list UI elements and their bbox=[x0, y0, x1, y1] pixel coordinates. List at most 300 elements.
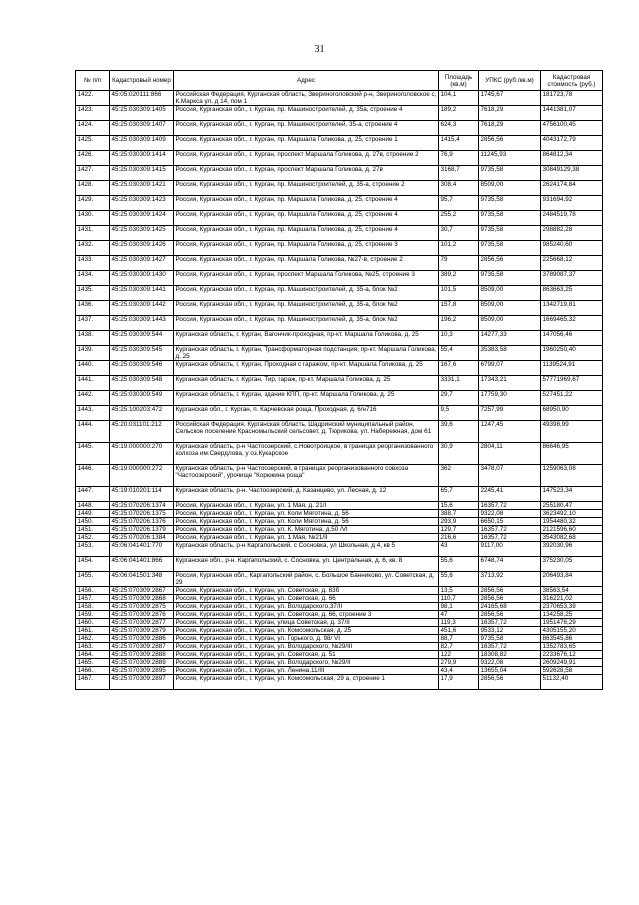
cell-row-number: 1427. bbox=[76, 166, 110, 181]
cell-area: 9,5 bbox=[439, 406, 479, 421]
table-row bbox=[76, 241, 603, 256]
cell-cadastral-number: 45:25:070206:1376 bbox=[110, 518, 174, 526]
cell-row-number: 1460. bbox=[76, 619, 110, 627]
cell-cadastral-number: 45:19:000000:270 bbox=[110, 443, 174, 465]
cell-area: 451,6 bbox=[439, 627, 479, 635]
cell-cadastral-number: 45:19:000000:272 bbox=[110, 465, 174, 487]
cell-cadastral-number: 45:25:030309:546 bbox=[110, 361, 174, 376]
cell-upks: 8509,00 bbox=[479, 301, 541, 316]
cell-address: Россия, Курганская обл., г. Курган, ул. Ленина,11/III bbox=[174, 667, 439, 675]
cell-row-number: 1455. bbox=[76, 572, 110, 587]
cell-address: Россия, Курганская обл., г. Курган, пр. Машиностроителей, д. 35-а, блок №2 bbox=[174, 316, 439, 331]
cell-cadastral-number: 45:25:030309:549 bbox=[110, 391, 174, 406]
cell-cadastral-number: 45:25:030309:1430 bbox=[110, 271, 174, 286]
cell-address: Российская Федерация, Курганская область, Звериноголовский р-н, Звериноголовское с, К.Маркса ул, д 14, пом 1 bbox=[174, 91, 439, 106]
table-row bbox=[76, 121, 603, 136]
cell-cadastral-number: 45:25:030309:1443 bbox=[110, 316, 174, 331]
cell-address: Россия, Курганская обл., г. Курган, ул. Володарского,37/II bbox=[174, 603, 439, 611]
cell-upks: 17343,21 bbox=[479, 376, 541, 391]
cell-area: 30,9 bbox=[439, 443, 479, 465]
cell-row-number: 1430. bbox=[76, 211, 110, 226]
cell-cadastral-number: 45:25:070206:1374 bbox=[110, 502, 174, 510]
table-row bbox=[76, 526, 603, 534]
cell-cadastral-number: 45:06:041501:348 bbox=[110, 572, 174, 587]
cell-cadastral-value: 49398,99 bbox=[541, 421, 603, 443]
cell-row-number: 1467. bbox=[76, 675, 110, 690]
cell-area: 76,9 bbox=[439, 151, 479, 166]
cell-address: Курганская область, г. Курган, Трансформаторная подстанция, пр-кт. Маршала Голикова, д. 25 bbox=[174, 346, 439, 361]
cell-area: 122 bbox=[439, 651, 479, 659]
table-row bbox=[76, 659, 603, 667]
table-row bbox=[76, 376, 603, 391]
cell-cadastral-number: 45:25:070309:2887 bbox=[110, 643, 174, 651]
cell-upks: 9735,58 bbox=[479, 241, 541, 256]
cell-row-number: 1431. bbox=[76, 226, 110, 241]
cell-area: 43 bbox=[439, 542, 479, 557]
cell-row-number: 1444. bbox=[76, 421, 110, 443]
cell-address: Россия, Курганская обл., г. Курган, пр. Маршала Голикова, д. 25, строение 4 bbox=[174, 226, 439, 241]
cell-cadastral-number: 45:06:041401:866 bbox=[110, 557, 174, 572]
cell-row-number: 1450. bbox=[76, 518, 110, 526]
table-row bbox=[76, 421, 603, 443]
cell-cadastral-number: 45:25:030309:1415 bbox=[110, 166, 174, 181]
cell-address: Российская Федерация, Курганская область, Шадринский муниципальный район, Сельское поселение Красномыльский сельсовет, д. Тюрикова, ул. Набережная, дом 61 bbox=[174, 421, 439, 443]
table-row bbox=[76, 510, 603, 518]
table-body bbox=[76, 91, 603, 690]
cell-cadastral-value: 4305155,20 bbox=[541, 627, 603, 635]
cell-cadastral-value: 2484519,78 bbox=[541, 211, 603, 226]
cell-address: Россия, Курганская обл., г. Курган, пр. Машиностроителей, д. 35-а, блок №2 bbox=[174, 286, 439, 301]
table-row bbox=[76, 557, 603, 572]
cell-upks: 6650,15 bbox=[479, 518, 541, 526]
cell-address: Россия, Курганская обл., г. Курган, пр. Машиностроителей, д. 35а, строение 4 bbox=[174, 106, 439, 121]
cell-cadastral-value: 86646,95 bbox=[541, 443, 603, 465]
cell-cadastral-number: 45:25:030309:545 bbox=[110, 346, 174, 361]
cell-area: 196,2 bbox=[439, 316, 479, 331]
cell-row-number: 1426. bbox=[76, 151, 110, 166]
cell-address: Россия, Курганская обл., г. Курган, ул. Коли Мяготина, д. 56 bbox=[174, 518, 439, 526]
cell-cadastral-value: 316221,02 bbox=[541, 595, 603, 603]
cell-area: 13,5 bbox=[439, 587, 479, 595]
cell-cadastral-value: 1954480,32 bbox=[541, 518, 603, 526]
cell-area: 55,6 bbox=[439, 572, 479, 587]
cell-upks: 9735,58 bbox=[479, 196, 541, 211]
table-row bbox=[76, 136, 603, 151]
cell-address: Курганская обл., р-н. Каргапольский, с. Сосновка, ул. Центральная, д. 6, кв. 8 bbox=[174, 557, 439, 572]
header-area: Площадь (кв.м) bbox=[439, 71, 479, 91]
cell-cadastral-number: 45:25:030309:1426 bbox=[110, 241, 174, 256]
cell-address: Курганская область, р-н. Частоозерский, д. Казанцево, ул. Лесная, д. 12 bbox=[174, 487, 439, 502]
cell-upks: 1247,45 bbox=[479, 421, 541, 443]
table-row bbox=[76, 91, 603, 106]
cell-cadastral-value: 1960250,40 bbox=[541, 346, 603, 361]
cell-cadastral-value: 864812,34 bbox=[541, 151, 603, 166]
cell-address: Курганская область, г. Курган, Вагончик-проходная, пр-кт. Маршала Голикова, д. 25 bbox=[174, 331, 439, 346]
cell-upks: 16357,72 bbox=[479, 619, 541, 627]
cell-address: Россия, Курганская обл., Каргапольский район, с. Большое Банниково, ул. Советская, д. 29 bbox=[174, 572, 439, 587]
table-row bbox=[76, 572, 603, 587]
cell-address: Россия, Курганская обл., г. Курган, ул. Советская, д. 66 bbox=[174, 595, 439, 603]
cell-cadastral-value: 1441381,07 bbox=[541, 106, 603, 121]
cell-row-number: 1448. bbox=[76, 502, 110, 510]
cell-upks: 9735,58 bbox=[479, 211, 541, 226]
cell-address: Курганская область, р-н Частоозерский, с.Новотроицкое, в границах реорганизованного колхоза им.Свердлова, у оз.Кукарское bbox=[174, 443, 439, 465]
table-row bbox=[76, 151, 603, 166]
cell-area: 3331,1 bbox=[439, 376, 479, 391]
cell-address: Россия, Курганская обл., г. Курган, проспект Маршала Голикова, №25, строение 3 bbox=[174, 271, 439, 286]
cell-address: Россия, Курганская обл., г. Курган, пр. Маршала Голикова, д. 25, строение 1 bbox=[174, 136, 439, 151]
cell-upks: 16357,72 bbox=[479, 526, 541, 534]
cell-cadastral-value: 30849129,38 bbox=[541, 166, 603, 181]
cell-upks: 6748,74 bbox=[479, 557, 541, 572]
table-row bbox=[76, 166, 603, 181]
cell-address: Россия, Курганская обл., г. Курган, ул. Володарского, №29/II bbox=[174, 659, 439, 667]
cell-cadastral-number: 45:25:030309:1423 bbox=[110, 196, 174, 211]
cell-upks: 2856,56 bbox=[479, 611, 541, 619]
table-row bbox=[76, 211, 603, 226]
cell-upks: 2856,56 bbox=[479, 675, 541, 690]
cell-upks: 9533,12 bbox=[479, 627, 541, 635]
header-cadastral-number: Кадастровый номер bbox=[110, 71, 174, 91]
table-row bbox=[76, 542, 603, 557]
table-row bbox=[76, 331, 603, 346]
cell-area: 95,7 bbox=[439, 196, 479, 211]
cell-area: 17,9 bbox=[439, 675, 479, 690]
cell-cadastral-value: 2609249,91 bbox=[541, 659, 603, 667]
cell-area: 308,4 bbox=[439, 181, 479, 196]
cell-row-number: 1442. bbox=[76, 391, 110, 406]
cell-cadastral-number: 45:25:070206:1384 bbox=[110, 534, 174, 542]
cadastral-register-table bbox=[75, 70, 603, 690]
cell-cadastral-number: 45:25:070206:1379 bbox=[110, 526, 174, 534]
header-cadastral-value: Кадастровая стоимость (руб.) bbox=[541, 71, 603, 91]
cell-row-number: 1461. bbox=[76, 627, 110, 635]
cell-cadastral-value: 147523,34 bbox=[541, 487, 603, 502]
cell-area: 10,3 bbox=[439, 331, 479, 346]
cell-address: Россия, Курганская обл., г. Курган, ул. 1 Мая, д. 21/I bbox=[174, 502, 439, 510]
cell-cadastral-value: 2121596,60 bbox=[541, 526, 603, 534]
cell-upks: 7618,29 bbox=[479, 106, 541, 121]
cell-address: Россия, Курганская обл., г. Курган, проспект Маршала Голикова, д. 27в, строение 2 bbox=[174, 151, 439, 166]
cell-cadastral-number: 45:25:070309:2879 bbox=[110, 627, 174, 635]
cell-upks: 14277,33 bbox=[479, 331, 541, 346]
cell-cadastral-number: 45:25:030309:1414 bbox=[110, 151, 174, 166]
cell-cadastral-value: 2624174,84 bbox=[541, 181, 603, 196]
cell-cadastral-value: 38563,54 bbox=[541, 587, 603, 595]
cell-row-number: 1462. bbox=[76, 635, 110, 643]
cell-address: Россия, Курганская обл., г. Курган, ул. Советская, д. 51 bbox=[174, 651, 439, 659]
table-row bbox=[76, 651, 603, 659]
cell-row-number: 1443. bbox=[76, 406, 110, 421]
table-row bbox=[76, 518, 603, 526]
cell-cadastral-value: 985240,60 bbox=[541, 241, 603, 256]
cell-upks: 9735,58 bbox=[479, 271, 541, 286]
table-row bbox=[76, 271, 603, 286]
cell-row-number: 1458. bbox=[76, 603, 110, 611]
cell-row-number: 1446. bbox=[76, 465, 110, 487]
table-row bbox=[76, 406, 603, 421]
cell-row-number: 1434. bbox=[76, 271, 110, 286]
cell-cadastral-value: 57771969,67 bbox=[541, 376, 603, 391]
cell-cadastral-value: 4756100,45 bbox=[541, 121, 603, 136]
cell-area: 110,7 bbox=[439, 595, 479, 603]
cell-upks: 3478,07 bbox=[479, 465, 541, 487]
cell-upks: 2856,56 bbox=[479, 256, 541, 271]
cell-cadastral-value: 206493,84 bbox=[541, 572, 603, 587]
cell-area: 255,2 bbox=[439, 211, 479, 226]
cell-upks: 13655,04 bbox=[479, 667, 541, 675]
table-row bbox=[76, 256, 603, 271]
cell-cadastral-value: 527451,22 bbox=[541, 391, 603, 406]
cell-upks: 2856,56 bbox=[479, 595, 541, 603]
cell-cadastral-number: 45:25:070309:2888 bbox=[110, 651, 174, 659]
cell-row-number: 1422. bbox=[76, 91, 110, 106]
table-row bbox=[76, 316, 603, 331]
cell-upks: 2856,56 bbox=[479, 136, 541, 151]
table-row bbox=[76, 465, 603, 487]
cell-upks: 17759,30 bbox=[479, 391, 541, 406]
cell-row-number: 1441. bbox=[76, 376, 110, 391]
cell-upks: 9117,00 bbox=[479, 542, 541, 557]
cell-cadastral-number: 45:25:030309:1405 bbox=[110, 106, 174, 121]
cell-cadastral-value: 3789087,37 bbox=[541, 271, 603, 286]
cell-row-number: 1425. bbox=[76, 136, 110, 151]
table-row bbox=[76, 627, 603, 635]
cell-row-number: 1452. bbox=[76, 534, 110, 542]
cell-cadastral-value: 298882,28 bbox=[541, 226, 603, 241]
cell-cadastral-value: 4043172,79 bbox=[541, 136, 603, 151]
cell-cadastral-value: 931694,92 bbox=[541, 196, 603, 211]
table-row bbox=[76, 391, 603, 406]
cell-cadastral-number: 45:25:030309:1442 bbox=[110, 301, 174, 316]
cell-upks: 16357,72 bbox=[479, 502, 541, 510]
cell-area: 167,6 bbox=[439, 361, 479, 376]
table-row bbox=[76, 502, 603, 510]
cell-upks: 1745,67 bbox=[479, 91, 541, 106]
table-row bbox=[76, 196, 603, 211]
cell-area: 1415,4 bbox=[439, 136, 479, 151]
cell-area: 119,3 bbox=[439, 619, 479, 627]
cell-area: 104,1 bbox=[439, 91, 479, 106]
cell-cadastral-number: 45:25:070206:1375 bbox=[110, 510, 174, 518]
cell-cadastral-number: 45:25:070309:2876 bbox=[110, 611, 174, 619]
table-row bbox=[76, 487, 603, 502]
cell-address: Курганская область, г. Курган, Проходная с гаражом, пр-кт. Маршала Голикова, д. 25 bbox=[174, 361, 439, 376]
table-row bbox=[76, 675, 603, 690]
cell-cadastral-number: 45:25:030309:1421 bbox=[110, 181, 174, 196]
table-row bbox=[76, 226, 603, 241]
cell-area: 101,5 bbox=[439, 286, 479, 301]
cell-row-number: 1439. bbox=[76, 346, 110, 361]
cell-row-number: 1437. bbox=[76, 316, 110, 331]
cell-cadastral-number: 45:25:070309:2875 bbox=[110, 603, 174, 611]
cell-area: 101,2 bbox=[439, 241, 479, 256]
cell-cadastral-value: 863663,25 bbox=[541, 286, 603, 301]
table-row bbox=[76, 635, 603, 643]
cell-area: 189,2 bbox=[439, 106, 479, 121]
cell-address: Россия, Курганская обл., г. Курган, пр. Машиностроителей, д. 35-а, строение 2 bbox=[174, 181, 439, 196]
table-row bbox=[76, 106, 603, 121]
table-row bbox=[76, 181, 603, 196]
cell-address: Россия, Курганская обл., г. Курган, ул. 1 Мая, №21/II bbox=[174, 534, 439, 542]
cell-row-number: 1463. bbox=[76, 643, 110, 651]
cell-upks: 2245,41 bbox=[479, 487, 541, 502]
cell-address: Курганская обл., г. Курган, п. Карчевская роща, Проходная, д. 6/н716 bbox=[174, 406, 439, 421]
cell-cadastral-number: 45:25:030309:548 bbox=[110, 376, 174, 391]
cell-upks: 24165,68 bbox=[479, 603, 541, 611]
cell-cadastral-number: 45:06:041401:770 bbox=[110, 542, 174, 557]
cell-cadastral-number: 45:25:030309:1409 bbox=[110, 136, 174, 151]
cell-upks: 2856,56 bbox=[479, 587, 541, 595]
cell-address: Россия, Курганская обл., г. Курган, пр. Машиностроителей, д. 35-а, блок №2 bbox=[174, 301, 439, 316]
table-row bbox=[76, 595, 603, 603]
cell-area: 15,6 bbox=[439, 502, 479, 510]
cell-row-number: 1428. bbox=[76, 181, 110, 196]
cell-area: 388,7 bbox=[439, 510, 479, 518]
cell-area: 98,1 bbox=[439, 603, 479, 611]
cell-address: Россия, Курганская обл., г. Курган, ул. Советская, д. 83б bbox=[174, 587, 439, 595]
table-row bbox=[76, 603, 603, 611]
cell-address: Россия, Курганская обл., г. Курган, пр. Маршала Голикова, д. 25, строение 3 bbox=[174, 241, 439, 256]
table-row bbox=[76, 619, 603, 627]
cell-cadastral-number: 45:25:030309:1441 bbox=[110, 286, 174, 301]
cell-area: 39,6 bbox=[439, 421, 479, 443]
cell-area: 55,4 bbox=[439, 346, 479, 361]
cell-address: Россия, Курганская обл., г. Курган, ул. Володарского, №29/III bbox=[174, 643, 439, 651]
cell-cadastral-value: 2233676,12 bbox=[541, 651, 603, 659]
cell-cadastral-value: 3623492,10 bbox=[541, 510, 603, 518]
table-row bbox=[76, 443, 603, 465]
cell-row-number: 1451. bbox=[76, 526, 110, 534]
cell-upks: 8509,00 bbox=[479, 181, 541, 196]
cell-cadastral-number: 45:25:030309:1425 bbox=[110, 226, 174, 241]
cell-cadastral-value: 375230,05 bbox=[541, 557, 603, 572]
cell-address: Курганская область, р-н Частоозерский, в границах реорганизованного совхоза "Частоозерский", урочище "Корюкина роща" bbox=[174, 465, 439, 487]
cell-address: Россия, Курганская обл., г. Курган, ул. Советская, д. 66, строение 3 bbox=[174, 611, 439, 619]
cell-cadastral-number: 45:25:030309:1427 bbox=[110, 256, 174, 271]
cell-address: Курганская область, г. Курган, здание КПП, пр-кт. Маршала Голикова, д. 25 bbox=[174, 391, 439, 406]
cell-address: Россия, Курганская обл., г. Курган, улица Советская, д. 37/II bbox=[174, 619, 439, 627]
cell-upks: 9322,08 bbox=[479, 510, 541, 518]
cell-area: 129,7 bbox=[439, 526, 479, 534]
cell-cadastral-value: 255180,47 bbox=[541, 502, 603, 510]
cell-area: 157,8 bbox=[439, 301, 479, 316]
cell-upks: 9735,58 bbox=[479, 166, 541, 181]
cell-upks: 16357,72 bbox=[479, 534, 541, 542]
cell-cadastral-number: 45:25:030309:1407 bbox=[110, 121, 174, 136]
cell-area: 55,6 bbox=[439, 557, 479, 572]
cell-cadastral-number: 45:25:070309:2895 bbox=[110, 667, 174, 675]
cell-cadastral-value: 1259063,08 bbox=[541, 465, 603, 487]
cell-row-number: 1423. bbox=[76, 106, 110, 121]
cell-row-number: 1433. bbox=[76, 256, 110, 271]
cell-upks: 7257,99 bbox=[479, 406, 541, 421]
cell-area: 82,7 bbox=[439, 643, 479, 651]
table-row bbox=[76, 587, 603, 595]
cell-address: Россия, Курганская обл., г. Курган, проспект Маршала Голикова, д. 27в bbox=[174, 166, 439, 181]
cell-area: 389,2 bbox=[439, 271, 479, 286]
cell-cadastral-number: 45:25:030309:544 bbox=[110, 331, 174, 346]
cell-cadastral-value: 1342719,81 bbox=[541, 301, 603, 316]
cell-area: 293,9 bbox=[439, 518, 479, 526]
cell-upks: 3713,92 bbox=[479, 572, 541, 587]
cell-row-number: 1429. bbox=[76, 196, 110, 211]
cell-row-number: 1466. bbox=[76, 667, 110, 675]
cell-area: 88,7 bbox=[439, 635, 479, 643]
table-row bbox=[76, 534, 603, 542]
cell-address: Россия, Курганская обл., г. Курган, ул. Коли Мяготина, д. 56 bbox=[174, 510, 439, 518]
cell-row-number: 1440. bbox=[76, 361, 110, 376]
cell-row-number: 1447. bbox=[76, 487, 110, 502]
cell-address: Россия, Курганская обл., г. Курган, ул. К. Мяготина, д.50 /VI bbox=[174, 526, 439, 534]
cell-cadastral-value: 2370653,39 bbox=[541, 603, 603, 611]
cell-cadastral-value: 147056,46 bbox=[541, 331, 603, 346]
table-row bbox=[76, 667, 603, 675]
cell-row-number: 1465. bbox=[76, 659, 110, 667]
cell-row-number: 1445. bbox=[76, 443, 110, 465]
cell-row-number: 1424. bbox=[76, 121, 110, 136]
cell-address: Россия, Курганская обл., г. Курган, ул. Комсомольская, 29 а, строение 1 bbox=[174, 675, 439, 690]
cell-row-number: 1456. bbox=[76, 587, 110, 595]
cell-row-number: 1453. bbox=[76, 542, 110, 557]
cell-area: 362 bbox=[439, 465, 479, 487]
cell-address: Россия, Курганская обл., г. Курган, пр. Маршала Голикова, №27-в, строение 2 bbox=[174, 256, 439, 271]
cell-cadastral-value: 3543082,68 bbox=[541, 534, 603, 542]
cell-address: Курганская область, г. Курган, Тир, гараж, пр-кт. Маршала Голикова, д. 25 bbox=[174, 376, 439, 391]
cell-area: 47 bbox=[439, 611, 479, 619]
cell-cadastral-number: 45:20:031101:212 bbox=[110, 421, 174, 443]
cell-address: Россия, Курганская обл., г. Курган, пр. Маршала Голикова, д. 25, строение 4 bbox=[174, 196, 439, 211]
cell-row-number: 1435. bbox=[76, 286, 110, 301]
cell-upks: 16357,72 bbox=[479, 643, 541, 651]
cell-area: 79 bbox=[439, 256, 479, 271]
cell-address: Россия, Курганская обл., г. Курган, ул. Комсомольская, д. 25 bbox=[174, 627, 439, 635]
cell-cadastral-value: 68950,90 bbox=[541, 406, 603, 421]
cell-cadastral-value: 134258,25 bbox=[541, 611, 603, 619]
cell-upks: 8509,00 bbox=[479, 286, 541, 301]
cell-cadastral-number: 45:25:070309:2886 bbox=[110, 635, 174, 643]
table-row bbox=[76, 301, 603, 316]
cell-address: Курганская область, р-н Каргапольский, с Сосновка, ул Школьная, д 4, кв 5 bbox=[174, 542, 439, 557]
cell-row-number: 1464. bbox=[76, 651, 110, 659]
cell-cadastral-number: 45:25:070309:2877 bbox=[110, 619, 174, 627]
cell-upks: 8509,00 bbox=[479, 316, 541, 331]
cell-row-number: 1432. bbox=[76, 241, 110, 256]
cell-row-number: 1459. bbox=[76, 611, 110, 619]
table-row bbox=[76, 643, 603, 651]
cell-cadastral-value: 51132,40 bbox=[541, 675, 603, 690]
cell-upks: 2804,11 bbox=[479, 443, 541, 465]
cell-cadastral-value: 181723,78 bbox=[541, 91, 603, 106]
cell-area: 216,6 bbox=[439, 534, 479, 542]
cell-cadastral-value: 863545,86 bbox=[541, 635, 603, 643]
header-address: Адрес bbox=[174, 71, 439, 91]
cell-cadastral-value: 1951476,29 bbox=[541, 619, 603, 627]
cell-cadastral-value: 225668,12 bbox=[541, 256, 603, 271]
cell-address: Россия, Курганская обл., г. Курган, пр. Машиностроителей, 35-а, строение 4 bbox=[174, 121, 439, 136]
cell-upks: 9735,58 bbox=[479, 635, 541, 643]
cell-cadastral-value: 1139524,91 bbox=[541, 361, 603, 376]
cell-cadastral-number: 45:25:070309:2867 bbox=[110, 587, 174, 595]
cell-cadastral-value: 392030,96 bbox=[541, 542, 603, 557]
cell-address: Россия, Курганская обл., г. Курган, ул. Горького, д. 98/ VI bbox=[174, 635, 439, 643]
page-number: 31 bbox=[314, 44, 325, 55]
table-row bbox=[76, 286, 603, 301]
cell-cadastral-number: 45:25:070309:2889 bbox=[110, 659, 174, 667]
table-header-row bbox=[76, 71, 603, 91]
cell-cadastral-value: 592628,58 bbox=[541, 667, 603, 675]
cell-upks: 35383,58 bbox=[479, 346, 541, 361]
